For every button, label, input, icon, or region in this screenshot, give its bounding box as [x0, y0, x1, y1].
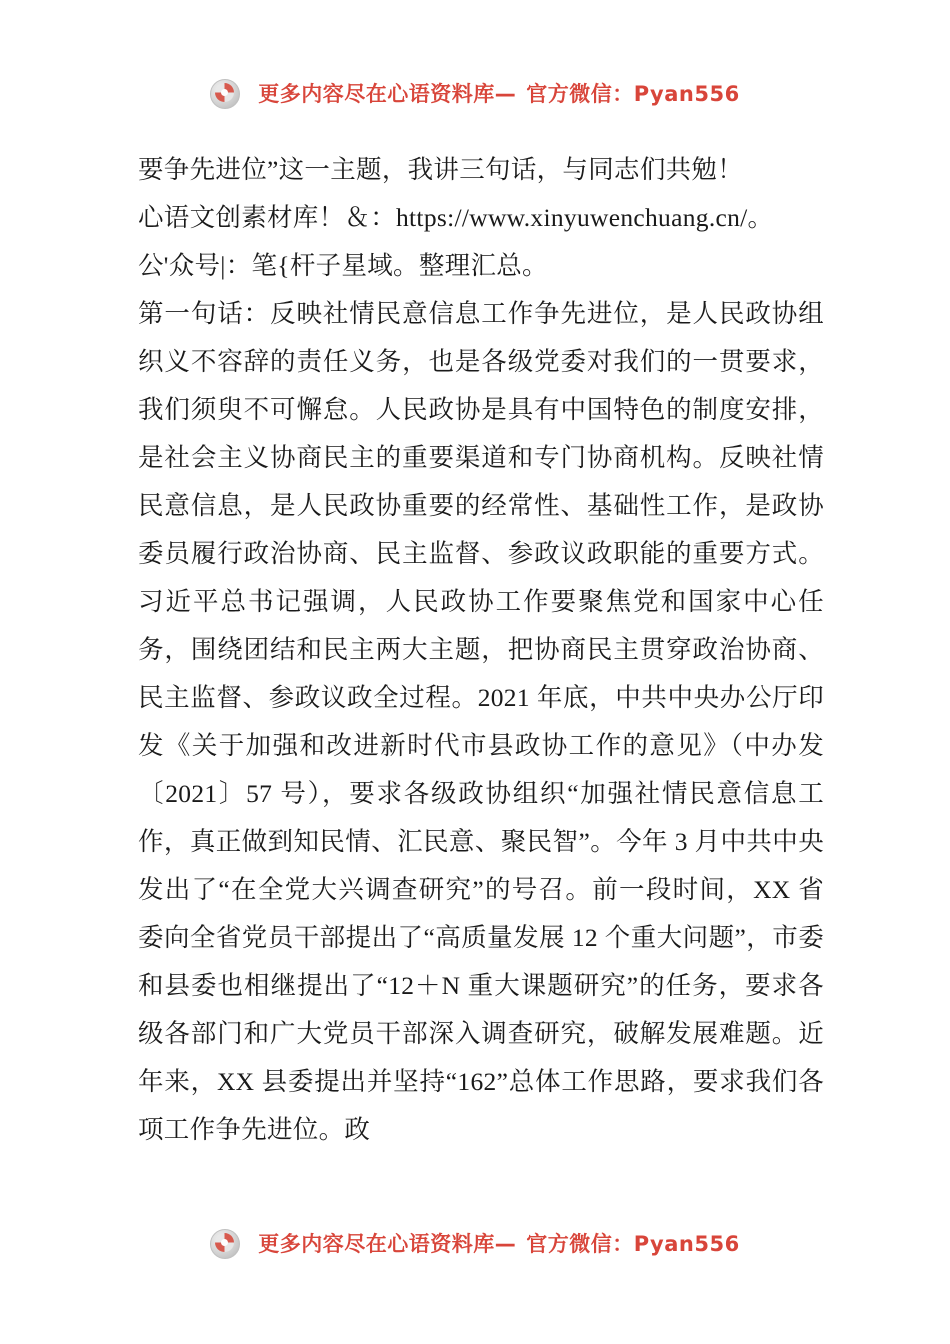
watermark-text-top: 更多内容尽在心语资料库—	[258, 82, 517, 106]
circular-swirl-logo-icon	[210, 1228, 248, 1258]
paragraph-2: 心语文创素材库！＆：https://www.xinyuwenchuang.cn/。	[138, 203, 774, 232]
watermark-banner-top	[0, 78, 950, 108]
paragraph-1: 要争先进位”这一主题，我讲三句话，与同志们共勉！	[138, 155, 744, 184]
watermark-banner-bottom	[0, 1228, 950, 1258]
watermark-text-bottom: 更多内容尽在心语资料库—	[258, 1232, 517, 1256]
paragraph-3: 公'众号|：笔{杆子星域。整理汇总。	[138, 251, 548, 280]
watermark-wechat-bottom: 官方微信：Pyan556	[526, 1232, 740, 1256]
document-body	[138, 146, 824, 1154]
circular-swirl-logo-icon	[210, 78, 248, 108]
paragraph-4: 第一句话：反映社情民意信息工作争先进位，是人民政协组织义不容辞的责任义务，也是各级党委对我们的一贯要求，我们须臾不可懈怠。人民政协是具有中国特色的制度安排，是社会主义协商民主的重要渠道和专门协商机构。反映社情民意信息，是人民政协重要的经常性、基础性工作，是政协委员履行政治协商、民主监督、参政议政职能的重要方式。习近平总书记强调，人民政协工作要聚焦党和国家中心任务，围绕团结和民主两大主题，把协商民主贯穿政治协商、民主监督、参政议政全过程。2021 年底，中共中央办公厅印发《关于加强和改进新时代市县政协工作的意见》（中办发〔2021〕57 号），要求各级政协组织“加强社情民意信息工作，真正做到知民情、汇民意、聚民智”。今年 3 月中共中央发出了“在全党大兴调查研究”的号召。前一段时间，XX 省委向全省党员干部提出了“高质量发展 12 个重大问题”，市委和县委也相继提出了“12＋N 重大课题研究”的任务，要求各级各部门和广大党员干部深入调查研究，破解发展难题。近年来，XX 县委提出并坚持“162”总体工作思路，要求我们各项工作争先进位。政	[138, 299, 824, 1144]
watermark-wechat-top: 官方微信：Pyan556	[526, 82, 740, 106]
